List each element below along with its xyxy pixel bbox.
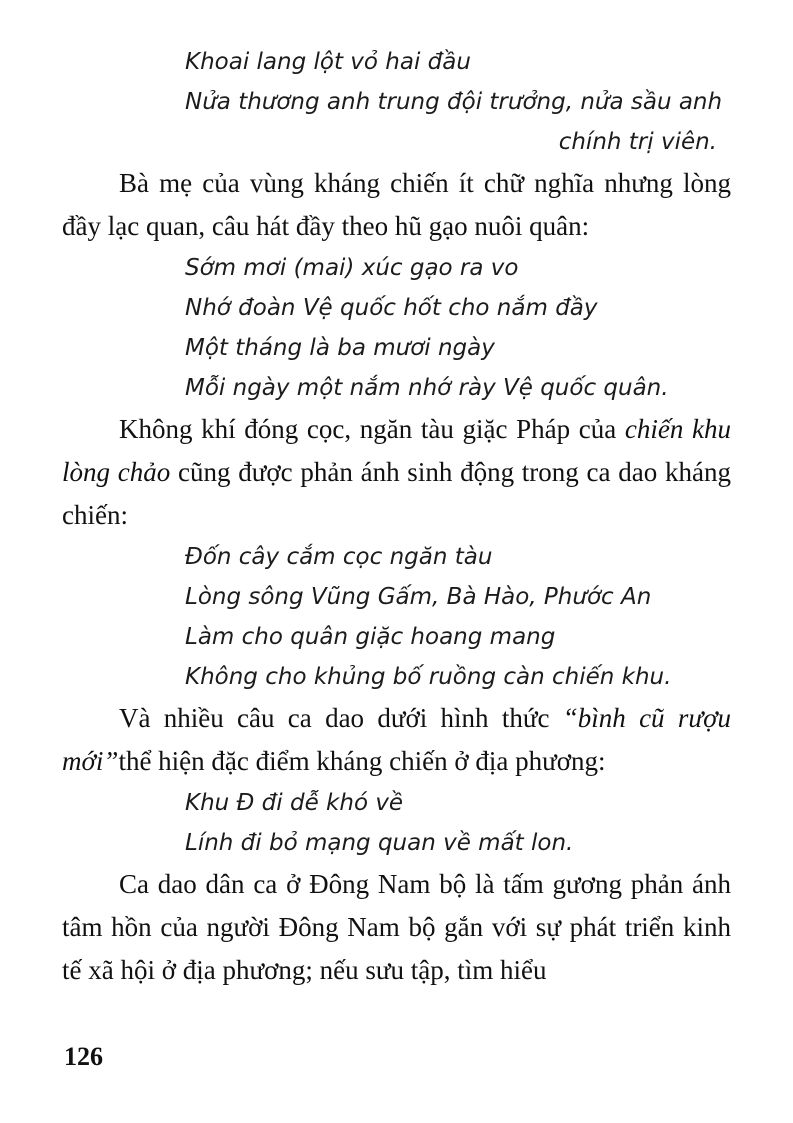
verse-line: Mỗi ngày một nắm nhớ rày Vệ quốc quân. <box>185 375 669 401</box>
paragraph-text: Ca dao dân ca ở Đông Nam bộ là tấm gương phản ánh tâm hồn của người Đông Nam bộ gắn với sự phát triển kinh tế xã hội ở địa phương; nếu sưu tập, tìm hiểu <box>62 869 731 985</box>
italic-phrase: chiến khu lòng chảo <box>62 414 732 487</box>
paragraph-3 <box>62 697 731 783</box>
verse-block-4 <box>185 783 731 863</box>
paragraph-text: Không khí đóng cọc, ngăn tàu giặc Pháp của <box>119 414 625 444</box>
italic-phrase: “bình cũ rượu mới” <box>62 703 731 776</box>
verse-block-1 <box>185 42 731 162</box>
paragraph-text: Và nhiều câu ca dao dưới hình thức <box>119 703 563 733</box>
verse-line: Nhớ đoàn Vệ quốc hốt cho nắm đầy <box>185 295 598 321</box>
paragraph-4 <box>62 863 731 992</box>
verse-line: Lòng sông Vũng Gấm, Bà Hào, Phước An <box>185 584 652 610</box>
page-content <box>62 42 731 992</box>
verse-block-2 <box>185 248 731 408</box>
verse-line: Không cho khủng bố ruồng càn chiến khu. <box>185 664 672 690</box>
page-number: 126 <box>64 1042 103 1071</box>
verse-line: Khoai lang lột vỏ hai đầu <box>185 49 471 75</box>
paragraph-1 <box>62 162 731 248</box>
verse-line: Lính đi bỏ mạng quan về mất lon. <box>185 830 574 856</box>
verse-line-right: chính trị viên. <box>558 129 717 155</box>
verse-line: Làm cho quân giặc hoang mang <box>185 624 556 650</box>
verse-line: Một tháng là ba mươi ngày <box>185 335 495 361</box>
verse-line: Khu Đ đi dễ khó về <box>185 790 404 816</box>
verse-block-3 <box>185 537 731 697</box>
verse-line: Sớm mơi (mai) xúc gạo ra vo <box>185 255 519 281</box>
verse-line: Nửa thương anh trung đội trưởng, nửa sầu anh <box>185 89 723 115</box>
paragraph-text: thể hiện đặc điểm kháng chiến ở địa phương: <box>118 746 606 776</box>
paragraph-text: cũng được phản ánh sinh động trong ca dao kháng chiến: <box>62 457 731 530</box>
verse-line: Đốn cây cắm cọc ngăn tàu <box>185 544 493 570</box>
paragraph-text: Bà mẹ của vùng kháng chiến ít chữ nghĩa nhưng lòng đầy lạc quan, câu hát đầy theo hũ gạo nuôi quân: <box>62 168 731 241</box>
paragraph-2 <box>62 408 731 537</box>
